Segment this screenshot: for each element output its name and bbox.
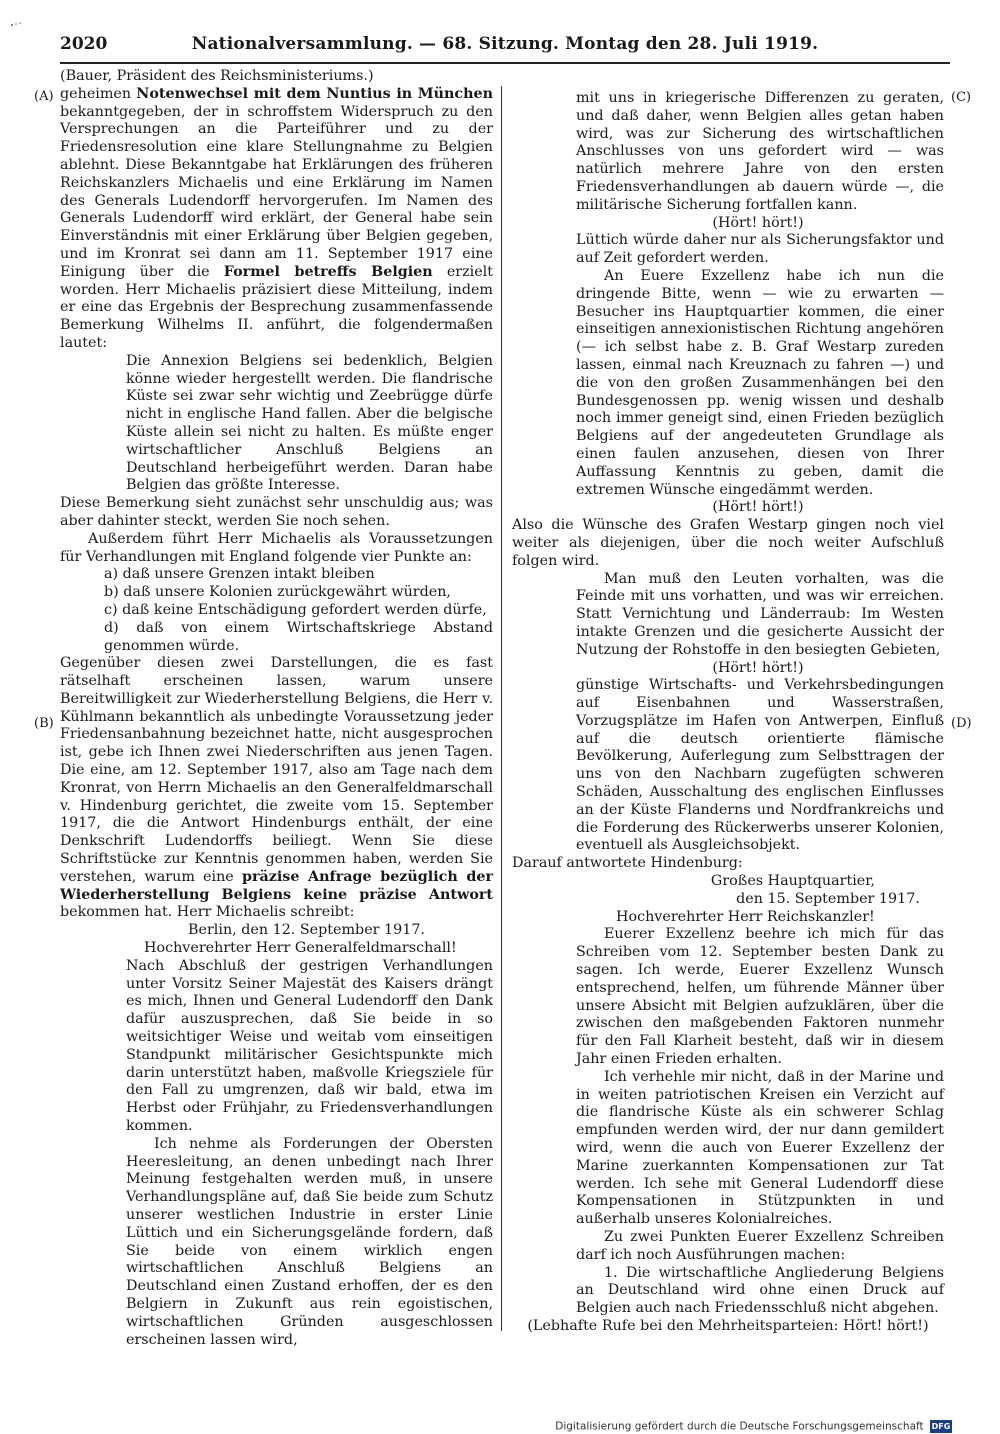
letter-paragraph: Nach Abschluß der gestrigen Verhandlungen unter Vorsitz Seiner Majestät des Kaisers drängt es mich, Ihnen und General Ludendorff den Dank dafür auszusprechen, daß Sie beide in so weitsichtiger Weise und weitab vom einseitigen Standpunkt militärischer Gesichtspunkte mich darin unterstützt haben, maßvolle Kriegsziele für den Fall zu umgrenzen, daß wir bald, etwa im Herbst oder Frühjahr, zu Friedensverhandlungen kommen. (126, 957, 493, 1135)
scan-speck (10, 12, 24, 18)
margin-marker-b: (B) (34, 716, 54, 731)
letter-paragraph: 1. Die wirtschaftliche Angliederung Belgiens an Deutschland wird ohne einen Druck auf Belgien auch nach Friedensschluß nicht abgehen. (576, 1264, 944, 1317)
letter-paragraph: Zu zwei Punkten Euerer Exzellenz Schreiben darf ich noch Ausführungen machen: (576, 1229, 944, 1263)
emphasis: Formel betreffs Belgien (223, 263, 433, 280)
interjection: (Hört! hört!) (712, 659, 804, 676)
paragraph: Diese Bemerkung sieht zunächst sehr unschuldig aus; was aber dahinter steckt, werden Sie noch sehen. (60, 495, 493, 529)
letter-paragraph: Ich nehme als Forderungen der Obersten Heeresleitung, an denen unbedingt nach Ihrer Meinung festgehalten werden muß, in unsere Verhandlungspläne auf, daß Sie beide zum Schutz unserer westlichen Industrie in erster Linie Lüttich und ein Sicherungsgelände fordern, daß Sie beide von einem wirklich engen wirtschaftlichen Anschluß Belgiens an Deutschland einen Zustand erhoffen, der es den Belgiern in Zukunft aus rein egoistischen, wirtschaftlichen Gründen ausgeschlossen erscheinen lassen wird, (126, 1135, 493, 1348)
letter-paragraph: Ich verhehle mir nicht, daß in der Marine und in weiten patriotischen Kreisen ein Verzicht auf die flandrische Küste als ein schwerer Schlag empfunden werden wird, der nur dann gemildert wird, wenn die auch von Euerer Exzellenz der Marine zuerkannten Kompensationen zur Tat werden. Ich sehe mit General Ludendorff diese Kompensationen in Stützpunkten in und außerhalb unseres Kolonialreiches. (576, 1068, 944, 1228)
funding-credit-text: Digitalisierung gefördert durch die Deutsche Forschungsgemeinschaft (555, 1420, 924, 1433)
margin-marker-d: (D) (951, 716, 972, 731)
right-column (512, 90, 944, 1336)
list-item: b) daß unsere Kolonien zurückgewährt würden, (104, 584, 451, 601)
applause-line: (Lebhafte Rufe bei den Mehrheitsparteien: Hört! hört!) (527, 1317, 929, 1334)
paragraph: Außerdem führt Herr Michaelis als Voraussetzungen für Verhandlungen mit England folgende vier Punkte an: (60, 530, 493, 565)
letter-salutation: Hochverehrter Herr Reichskanzler! (616, 908, 875, 925)
left-column (60, 68, 493, 1349)
emphasis: präzise Anfrage bezüglich der Wiederherstellung Belgiens keine präzise Antwort (60, 868, 493, 903)
list-item: a) daß unsere Grenzen intakt bleiben (104, 566, 375, 583)
speaker-line: (Bauer, Präsident des Reichsministeriums.) (60, 68, 374, 84)
letter-place: Großes Hauptquartier, (710, 873, 876, 890)
paragraph: Gegenüber diesen zwei Darstellungen, die es fast rätselhaft erscheinen lassen, warum unsere Bereitwilligkeit zur Wiederherstellung Belgiens, die Herr v. Kühlmann bekanntlich als unbedingte Voraussetzung jeder Friedensanbahnung bezeichnet hatte, nicht ausgesprochen ist, gebe ich Ihnen zwei Niederschriften aus jenen Tagen. Die eine, am 12. September 1917, also am Tage nach dem Kronrat, von Herrn Michaelis an den Generalfeldmarschall v. Hindenburg gerichtet, die zweite vom 15. September 1917, die die Antwort Hindenburgs enthält, der eine Denkschrift Ludendorffs beiliegt. Wenn Sie diese Schriftstücke zur Kenntnis genommen haben, werden Sie verstehen, warum eine präzise Anfrage bezüglich der Wiederherstellung Belgiens keine präzise Antwort bekommen hat. Herr Michaelis schreibt: (60, 655, 493, 921)
quotation: Lüttich würde daher nur als Sicherungsfaktor und auf Zeit gefordert werden. (576, 232, 944, 267)
quotation: Man muß den Leuten vorhalten, was die Feinde mit uns vorhatten, und was wir erreichen. Statt Vernichtung und Länderraub: Im Westen intakte Grenzen und die gesicherte Aussicht der Nutzung der Rohstoffe in den besiegten Gebieten, (576, 570, 944, 658)
letter-paragraph: Euerer Exzellenz beehre ich mich für das Schreiben vom 12. September besten Dank zu sagen. Ich werde, Euerer Exzellenz Wunsch entsprechend, helfen, um führende Männer über unsere Absicht mit Belgien aufzuklären, über die zwischen den maßgebenden Faktoren nunmehr für den Fall Klarheit besteht, daß wir in diesem Jahr einen Frieden erhalten. (576, 926, 944, 1068)
list-item: c) daß keine Entschädigung gefordert werden dürfe, (104, 601, 487, 618)
points-list (60, 566, 493, 655)
page-header (60, 34, 950, 60)
footer-credit (555, 1420, 952, 1433)
quotation: mit uns in kriegerische Differenzen zu geraten, und daß daher, wenn Belgien alles getan haben wird, was zur Sicherung des wirtschaftlichen Anschlusses von uns gefordert wird — was natürlich mehrere Jahre von den ersten Friedensverhandlungen ab dauern würde —, die militärische Sicherung fortfallen kann. (576, 90, 944, 213)
letter-dateline: Berlin, den 12. September 1917. (188, 922, 425, 939)
paragraph: geheimen Notenwechsel mit dem Nuntius in München bekanntgegeben, der in schroffstem Widerspruch zu den Versprechungen an die Parteiführer und zu der Friedensresolution eine klare Stellungnahme zu Belgien ablehnt. Diese Bekanntgabe hat Erklärungen des früheren Reichskanzlers Michaelis und eine Erklärung im Namen des Generals Ludendorff hervorgerufen. Im Namen des Generals Ludendorff wird erklärt, der General habe sein Einverständnis mit einer Erklärung über Belgien gegeben, und im Kronrat sei dann am 11. September 1917 eine Einigung über die Formel betreffs Belgien erzielt worden. Herr Michaelis präzisiert diese Mitteilung, indem er eine das Ergebnis der Besprechung zusammenfassende Bemerkung Wilhelms II. anführt, die folgendermaßen lautet: (60, 85, 494, 351)
dfg-logo-icon: DFG (931, 1422, 951, 1431)
interjection: (Hört! hört!) (712, 214, 804, 231)
emphasis: Notenwechsel mit dem Nuntius in München (136, 85, 494, 102)
paragraph: Darauf antwortete Hindenburg: (512, 855, 743, 872)
interjection: (Hört! hört!) (712, 499, 804, 516)
list-item: d) daß von einem Wirtschaftskriege Abstand genommen würde. (104, 619, 493, 654)
header-rule (60, 62, 950, 64)
page-running-title: Nationalversammlung. — 68. Sitzung. Montag den 28. Juli 1919. (191, 34, 819, 54)
margin-marker-a: (A) (34, 89, 54, 104)
page-number: 2020 (60, 34, 108, 54)
quotation: günstige Wirtschafts- und Verkehrsbedingungen auf Eisenbahnen und Wasserstraßen, Vorzugsplätze im Hafen von Antwerpen, Einfluß auf die deutsch orientierte flämische Bevölkerung, Auferlegung zum Selbsttragen der uns von den Nachbarn zugefügten schweren Schäden, Ausschaltung des englischen Einflusses an der Küste Flanderns und Nordfrankreichs und die Forderung des Rückerwerbs unserer Kolonien, eventuell als Ausgleichsobjekt. (576, 677, 944, 854)
paragraph: Also die Wünsche des Grafen Westarp gingen noch viel weiter als diejenigen, über die noch weiter Aufschluß folgen wird. (512, 517, 944, 569)
margin-marker-c: (C) (951, 90, 972, 105)
letter-date: den 15. September 1917. (736, 890, 920, 907)
quotation: Die Annexion Belgiens sei bedenklich, Belgien könne wieder hergestellt werden. Die flandrische Küste sei zwar sehr wichtig und Zeebrügge dürfe nicht in englische Hand fallen. Aber die belgische Küste allein sei nicht zu halten. Es müßte enger wirtschaftlicher Anschluß Belgiens an Deutschland herbeigeführt werden. Daran habe Belgien das größte Interesse. (126, 352, 493, 494)
column-divider (501, 86, 502, 1331)
quotation: An Euere Exzellenz habe ich nun die dringende Bitte, wenn — wie zu erwarten — Besucher ins Hauptquartier kommen, die einer einseitigen annexionistischen Richtung angehören (— ich selbst habe z. B. Graf Westarp zureden lassen, einmal nach Kreuznach zu fahren —) und die von den großen Zusammenhängen bei den Bundesgenossen pp. wenig wissen und deshalb noch immer geneigt sind, einen Frieden bezüglich Belgiens auf der angedeuteten Grundlage als einen faulen anzusehen, diesen von Ihrer Auffassung Kenntnis zu geben, damit die extremen Wünsche eingedämmt werden. (576, 267, 944, 498)
letter-salutation: Hochverehrter Herr Generalfeldmarschall! (144, 940, 457, 957)
